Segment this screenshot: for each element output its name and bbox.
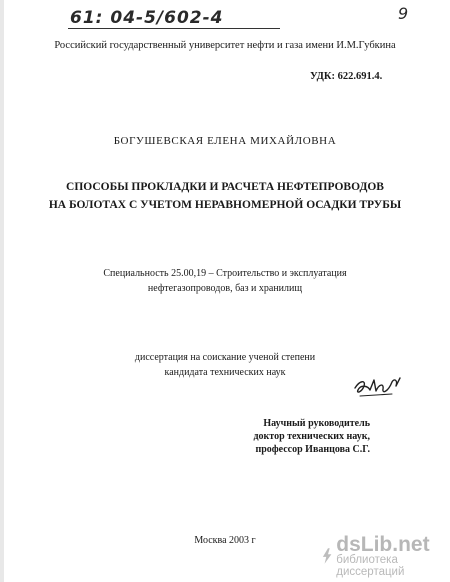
watermark-subtitle: библиотека диссертаций	[336, 554, 405, 578]
udk-code: УДК: 622.691.4.	[310, 71, 383, 82]
corner-mark: 9	[398, 4, 410, 23]
specialty-line-2: нефтегазопроводов, баз и хранилищ	[147, 283, 303, 294]
watermark	[322, 534, 450, 578]
watermark-brand: dsLib.net	[336, 533, 430, 556]
archive-underline	[68, 28, 280, 29]
supervisor-degree: доктор технических наук,	[253, 431, 370, 442]
supervisor-label: Научный руководитель	[263, 418, 370, 429]
university-name: Российский государственный университет нефти и газа имени И.М.Губкина	[54, 40, 396, 51]
dissertation-line-2: кандидата технических наук	[164, 367, 286, 378]
supervisor-name: профессор Иванцова С.Г.	[255, 444, 370, 455]
thesis-title-line-1: СПОСОБЫ ПРОКЛАДКИ И РАСЧЕТА НЕФТЕПРОВОДОВ	[66, 181, 384, 193]
city-year: Москва 2003 г	[194, 535, 256, 546]
lightning-icon	[322, 547, 332, 565]
signature-icon	[352, 372, 404, 400]
author-name: БОГУШЕВСКАЯ ЕЛЕНА МИХАЙЛОВНА	[113, 135, 337, 147]
watermark-text	[336, 534, 450, 578]
specialty-line-1: Специальность 25.00,19 – Строительство и эксплуатация	[103, 268, 347, 279]
dissertation-line-1: диссертация на соискание ученой степени	[134, 352, 316, 363]
thesis-title-line-2: НА БОЛОТАХ С УЧЕТОМ НЕРАВНОМЕРНОЙ ОСАДКИ ТРУБЫ	[48, 199, 402, 211]
archive-stamp: 61: 04-5/602-4	[70, 8, 224, 28]
